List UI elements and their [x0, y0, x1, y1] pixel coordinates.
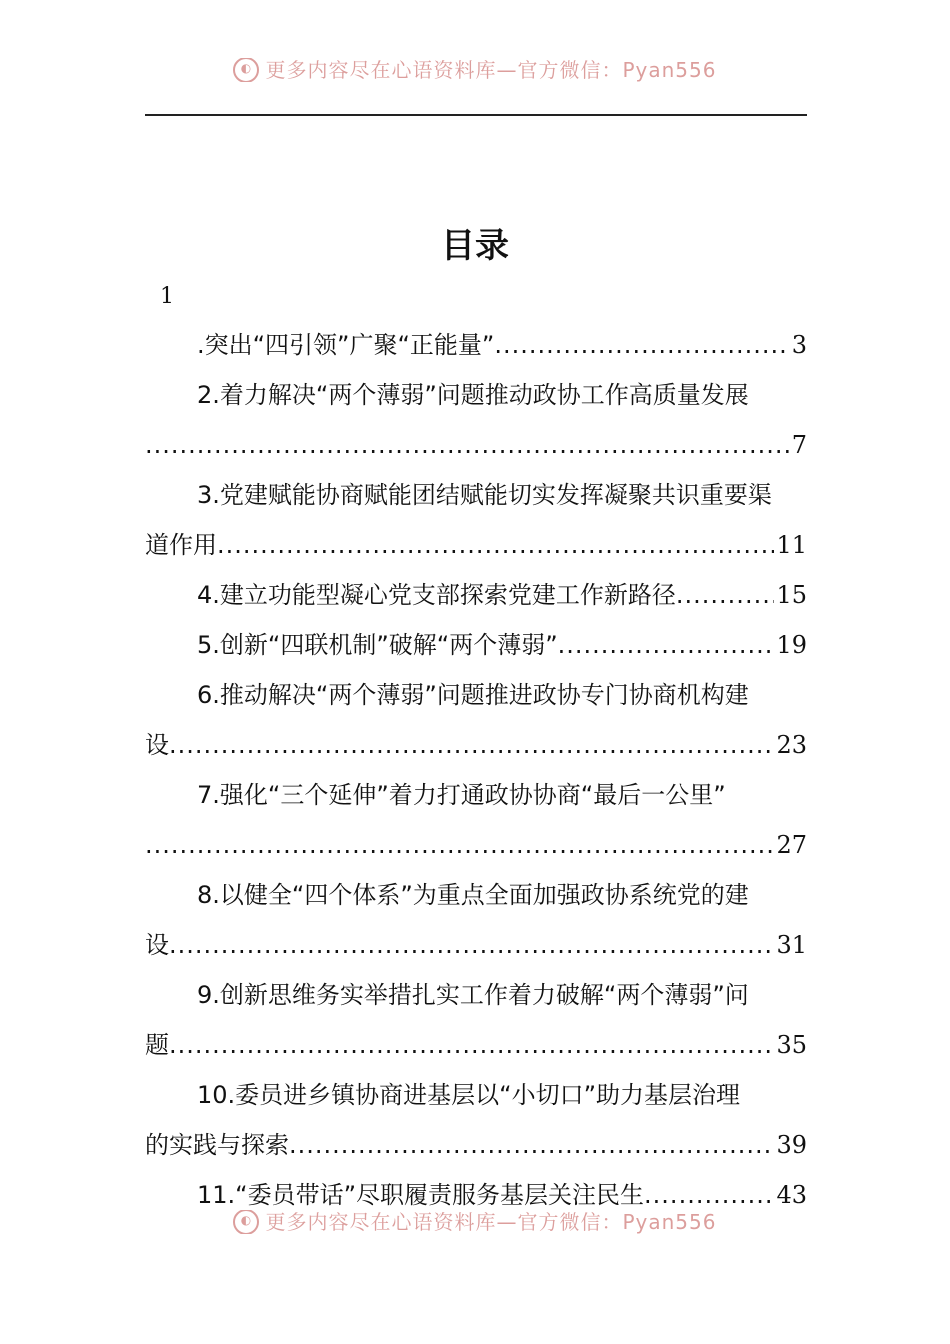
watermark-text: 更多内容尽在心语资料库—官方微信：Pyan556	[265, 58, 717, 82]
toc-entry[interactable]	[145, 920, 807, 970]
table-of-contents	[145, 320, 807, 1220]
toc-entry[interactable]	[145, 720, 807, 770]
toc-page-number: 31	[776, 931, 807, 959]
toc-page-number: 19	[776, 631, 807, 659]
toc-page-number: 43	[776, 1181, 807, 1209]
toc-entry-title: 4.建立功能型凝心党支部探索党建工作新路径	[197, 581, 676, 609]
toc-entry-title: 的实践与探索	[145, 1131, 289, 1159]
toc-entry[interactable]	[145, 570, 807, 620]
toc-entry[interactable]	[145, 620, 807, 670]
logo-icon: ◐	[233, 1210, 259, 1234]
page-title: 目录	[441, 226, 509, 266]
watermark-header	[0, 58, 950, 82]
toc-leader-dots	[494, 320, 789, 370]
toc-page-number: 35	[776, 1031, 807, 1059]
toc-page-number: 39	[776, 1131, 807, 1159]
toc-leader-dots	[217, 520, 774, 570]
toc-entry[interactable]	[145, 1120, 807, 1170]
header-rule	[145, 114, 807, 116]
toc-entry-title: 道作用	[145, 531, 217, 559]
toc-entry[interactable]	[145, 520, 807, 570]
toc-entry-title: 题	[145, 1031, 169, 1059]
toc-leader-dots	[676, 570, 775, 620]
toc-entry-line[interactable]: 10.委员进乡镇协商进基层以“小切口”助力基层治理	[197, 1081, 741, 1109]
toc-entry-title: .突出“四引领”广聚“正能量”	[197, 331, 495, 359]
toc-leader-dots	[145, 420, 790, 470]
toc-page-number: 7	[791, 431, 807, 459]
watermark-text: 更多内容尽在心语资料库—官方微信：Pyan556	[265, 1210, 717, 1234]
toc-leader-dots	[145, 820, 774, 870]
toc-page-number: 3	[791, 331, 807, 359]
toc-page-number: 23	[776, 731, 807, 759]
toc-entry-line[interactable]: 7.强化“三个延伸”着力打通政协协商“最后一公里”	[197, 781, 726, 809]
toc-entry-title: 5.创新“四联机制”破解“两个薄弱”	[197, 631, 558, 659]
toc-entry-line[interactable]: 3.党建赋能协商赋能团结赋能切实发挥凝聚共识重要渠	[197, 481, 772, 509]
stray-number: 1	[160, 284, 174, 309]
toc-entry-title: 设	[145, 931, 169, 959]
toc-entry-line[interactable]: 2.着力解决“两个薄弱”问题推动政协工作高质量发展	[197, 381, 749, 409]
toc-leader-dots	[169, 1020, 774, 1070]
toc-leader-dots	[169, 720, 774, 770]
watermark-footer	[0, 1210, 950, 1234]
toc-entry[interactable]	[145, 820, 807, 870]
toc-leader-dots	[289, 1120, 774, 1170]
toc-page-number: 27	[776, 831, 807, 859]
toc-leader-dots	[169, 920, 774, 970]
toc-entry-line[interactable]: 8.以健全“四个体系”为重点全面加强政协系统党的建	[197, 881, 749, 909]
logo-icon: ◐	[233, 58, 259, 82]
toc-entry-title: 11.“委员带话”尽职履责服务基层关注民生	[197, 1181, 645, 1209]
toc-entry-title: 设	[145, 731, 169, 759]
toc-entry[interactable]	[145, 1020, 807, 1070]
toc-entry[interactable]	[145, 420, 807, 470]
toc-entry[interactable]	[145, 320, 807, 370]
toc-page-number: 11	[776, 531, 807, 559]
toc-leader-dots	[558, 620, 775, 670]
toc-entry-line[interactable]: 9.创新思维务实举措扎实工作着力破解“两个薄弱”问	[197, 981, 749, 1009]
toc-entry-line[interactable]: 6.推动解决“两个薄弱”问题推进政协专门协商机构建	[197, 681, 749, 709]
toc-page-number: 15	[776, 581, 807, 609]
